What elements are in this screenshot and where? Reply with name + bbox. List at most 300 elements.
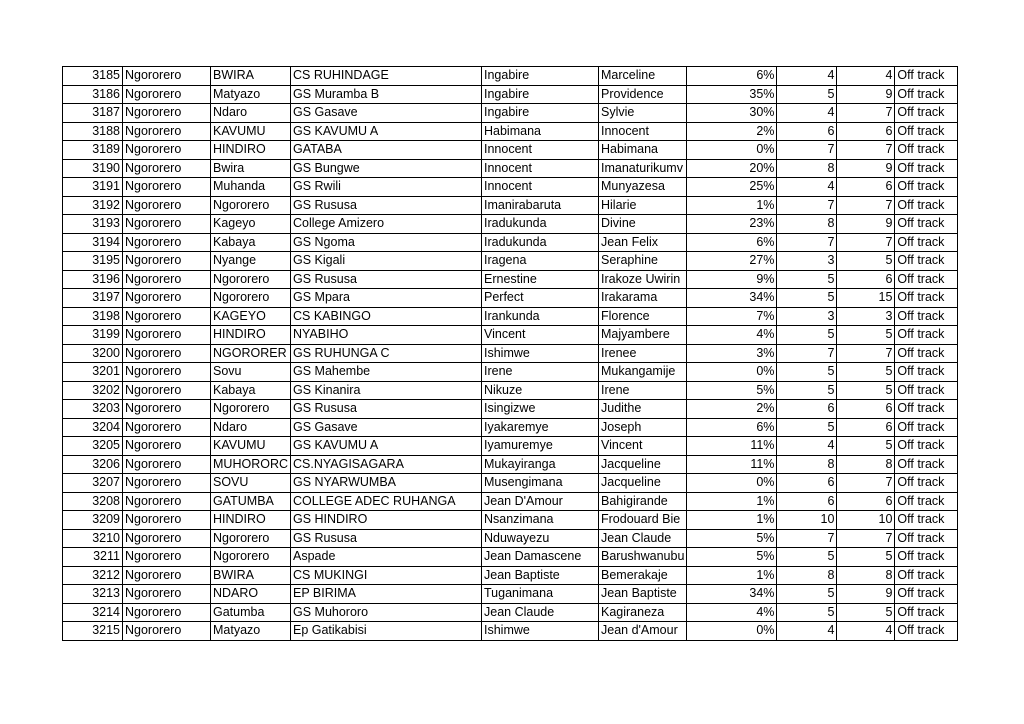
cell-percent: 35% — [687, 85, 777, 104]
table-row — [63, 270, 958, 289]
cell-value-a: 4 — [777, 622, 837, 641]
cell-last-name: Ishimwe — [482, 622, 599, 641]
cell-sector: Ngororero — [211, 529, 291, 548]
cell-last-name: Mukayiranga — [482, 455, 599, 474]
cell-first-name: Jean d'Amour — [599, 622, 687, 641]
cell-value-b: 15 — [837, 289, 895, 308]
cell-id: 3188 — [63, 122, 123, 141]
cell-percent: 20% — [687, 159, 777, 178]
cell-district: Ngororero — [123, 67, 211, 86]
cell-status: Off track — [895, 178, 958, 197]
cell-school: CS.NYAGISAGARA — [291, 455, 482, 474]
table-row — [63, 326, 958, 345]
cell-id: 3195 — [63, 252, 123, 271]
cell-school: GS Mahembe — [291, 363, 482, 382]
cell-last-name: Ingabire — [482, 67, 599, 86]
cell-district: Ngororero — [123, 548, 211, 567]
cell-school: CS KABINGO — [291, 307, 482, 326]
cell-district: Ngororero — [123, 529, 211, 548]
table-row — [63, 196, 958, 215]
table-body — [63, 67, 958, 641]
cell-school: GS Bungwe — [291, 159, 482, 178]
cell-percent: 11% — [687, 437, 777, 456]
cell-status: Off track — [895, 585, 958, 604]
table-row — [63, 381, 958, 400]
cell-school: GS Muhororo — [291, 603, 482, 622]
cell-sector: BWIRA — [211, 566, 291, 585]
cell-value-a: 5 — [777, 418, 837, 437]
cell-sector: Ngororero — [211, 400, 291, 419]
cell-district: Ngororero — [123, 603, 211, 622]
cell-value-b: 6 — [837, 400, 895, 419]
cell-first-name: Sylvie — [599, 104, 687, 123]
table-row — [63, 437, 958, 456]
cell-school: GS KAVUMU A — [291, 437, 482, 456]
cell-percent: 34% — [687, 289, 777, 308]
cell-school: GS Gasave — [291, 104, 482, 123]
cell-status: Off track — [895, 289, 958, 308]
cell-value-a: 5 — [777, 270, 837, 289]
cell-percent: 27% — [687, 252, 777, 271]
cell-status: Off track — [895, 400, 958, 419]
cell-status: Off track — [895, 455, 958, 474]
table-row — [63, 215, 958, 234]
cell-status: Off track — [895, 67, 958, 86]
cell-school: NYABIHO — [291, 326, 482, 345]
cell-sector: HINDIRO — [211, 141, 291, 160]
cell-district: Ngororero — [123, 363, 211, 382]
table-row — [63, 492, 958, 511]
cell-first-name: Jean Felix — [599, 233, 687, 252]
cell-school: Ep Gatikabisi — [291, 622, 482, 641]
table-row — [63, 122, 958, 141]
cell-id: 3213 — [63, 585, 123, 604]
cell-id: 3189 — [63, 141, 123, 160]
cell-value-a: 6 — [777, 492, 837, 511]
cell-sector: Bwira — [211, 159, 291, 178]
cell-sector: GATUMBA — [211, 492, 291, 511]
cell-sector: Sovu — [211, 363, 291, 382]
cell-percent: 3% — [687, 344, 777, 363]
cell-id: 3198 — [63, 307, 123, 326]
table-row — [63, 511, 958, 530]
cell-percent: 0% — [687, 141, 777, 160]
cell-last-name: Innocent — [482, 178, 599, 197]
cell-value-b: 7 — [837, 344, 895, 363]
cell-status: Off track — [895, 122, 958, 141]
cell-school: GS NYARWUMBA — [291, 474, 482, 493]
cell-status: Off track — [895, 270, 958, 289]
cell-percent: 6% — [687, 233, 777, 252]
cell-sector: Matyazo — [211, 85, 291, 104]
cell-id: 3201 — [63, 363, 123, 382]
table-row — [63, 418, 958, 437]
cell-value-b: 9 — [837, 585, 895, 604]
cell-sector: Ngororero — [211, 548, 291, 567]
cell-id: 3210 — [63, 529, 123, 548]
cell-last-name: Tuganimana — [482, 585, 599, 604]
cell-district: Ngororero — [123, 437, 211, 456]
table-row — [63, 455, 958, 474]
cell-status: Off track — [895, 529, 958, 548]
cell-last-name: Iradukunda — [482, 215, 599, 234]
table-row — [63, 566, 958, 585]
cell-percent: 2% — [687, 122, 777, 141]
cell-status: Off track — [895, 381, 958, 400]
cell-school: Aspade — [291, 548, 482, 567]
cell-school: College Amizero — [291, 215, 482, 234]
cell-last-name: Nikuze — [482, 381, 599, 400]
cell-district: Ngororero — [123, 215, 211, 234]
cell-first-name: Habimana — [599, 141, 687, 160]
cell-value-a: 3 — [777, 252, 837, 271]
cell-percent: 34% — [687, 585, 777, 604]
cell-last-name: Irankunda — [482, 307, 599, 326]
cell-value-a: 7 — [777, 344, 837, 363]
cell-percent: 23% — [687, 215, 777, 234]
cell-value-b: 3 — [837, 307, 895, 326]
cell-percent: 11% — [687, 455, 777, 474]
cell-value-a: 7 — [777, 233, 837, 252]
cell-status: Off track — [895, 437, 958, 456]
cell-sector: HINDIRO — [211, 511, 291, 530]
cell-sector: HINDIRO — [211, 326, 291, 345]
cell-school: GS Kinanira — [291, 381, 482, 400]
cell-last-name: Iradukunda — [482, 233, 599, 252]
cell-district: Ngororero — [123, 511, 211, 530]
cell-first-name: Jacqueline — [599, 474, 687, 493]
cell-value-a: 8 — [777, 455, 837, 474]
cell-status: Off track — [895, 566, 958, 585]
cell-percent: 2% — [687, 400, 777, 419]
cell-district: Ngororero — [123, 307, 211, 326]
cell-first-name: Seraphine — [599, 252, 687, 271]
cell-district: Ngororero — [123, 455, 211, 474]
cell-school: CS MUKINGI — [291, 566, 482, 585]
cell-district: Ngororero — [123, 566, 211, 585]
cell-status: Off track — [895, 492, 958, 511]
cell-sector: NGORORER — [211, 344, 291, 363]
cell-status: Off track — [895, 215, 958, 234]
cell-percent: 5% — [687, 529, 777, 548]
cell-last-name: Innocent — [482, 141, 599, 160]
cell-last-name: Nduwayezu — [482, 529, 599, 548]
cell-value-a: 5 — [777, 326, 837, 345]
cell-school: CS RUHINDAGE — [291, 67, 482, 86]
cell-value-b: 7 — [837, 474, 895, 493]
cell-id: 3199 — [63, 326, 123, 345]
cell-status: Off track — [895, 418, 958, 437]
table-row — [63, 104, 958, 123]
cell-district: Ngororero — [123, 104, 211, 123]
cell-value-b: 10 — [837, 511, 895, 530]
cell-id: 3214 — [63, 603, 123, 622]
cell-last-name: Nsanzimana — [482, 511, 599, 530]
cell-value-b: 7 — [837, 104, 895, 123]
cell-value-b: 7 — [837, 196, 895, 215]
cell-district: Ngororero — [123, 622, 211, 641]
cell-sector: Ngororero — [211, 289, 291, 308]
cell-last-name: Isingizwe — [482, 400, 599, 419]
cell-value-b: 8 — [837, 455, 895, 474]
cell-first-name: Divine — [599, 215, 687, 234]
cell-school: GS Rususa — [291, 529, 482, 548]
cell-sector: MUHORORC — [211, 455, 291, 474]
cell-first-name: Majyambere — [599, 326, 687, 345]
cell-status: Off track — [895, 474, 958, 493]
cell-percent: 0% — [687, 363, 777, 382]
cell-value-b: 6 — [837, 122, 895, 141]
cell-first-name: Florence — [599, 307, 687, 326]
cell-status: Off track — [895, 344, 958, 363]
cell-district: Ngororero — [123, 585, 211, 604]
cell-last-name: Iyakaremye — [482, 418, 599, 437]
cell-sector: Matyazo — [211, 622, 291, 641]
cell-percent: 5% — [687, 381, 777, 400]
cell-sector: Kabaya — [211, 233, 291, 252]
cell-last-name: Iragena — [482, 252, 599, 271]
cell-last-name: Ishimwe — [482, 344, 599, 363]
cell-last-name: Jean Baptiste — [482, 566, 599, 585]
cell-district: Ngororero — [123, 474, 211, 493]
cell-value-b: 5 — [837, 326, 895, 345]
cell-value-b: 8 — [837, 566, 895, 585]
cell-first-name: Frodouard Bie — [599, 511, 687, 530]
cell-id: 3202 — [63, 381, 123, 400]
cell-percent: 0% — [687, 474, 777, 493]
cell-percent: 1% — [687, 511, 777, 530]
cell-district: Ngororero — [123, 270, 211, 289]
cell-value-a: 4 — [777, 437, 837, 456]
cell-school: GATABA — [291, 141, 482, 160]
cell-value-a: 7 — [777, 529, 837, 548]
cell-last-name: Imanirabaruta — [482, 196, 599, 215]
cell-last-name: Perfect — [482, 289, 599, 308]
cell-id: 3190 — [63, 159, 123, 178]
cell-first-name: Marceline — [599, 67, 687, 86]
cell-id: 3192 — [63, 196, 123, 215]
cell-district: Ngororero — [123, 196, 211, 215]
cell-value-a: 3 — [777, 307, 837, 326]
cell-percent: 1% — [687, 492, 777, 511]
cell-school: GS Rususa — [291, 196, 482, 215]
cell-id: 3212 — [63, 566, 123, 585]
cell-sector: Kabaya — [211, 381, 291, 400]
cell-status: Off track — [895, 548, 958, 567]
cell-first-name: Hilarie — [599, 196, 687, 215]
cell-sector: KAVUMU — [211, 437, 291, 456]
cell-first-name: Mukangamije — [599, 363, 687, 382]
cell-status: Off track — [895, 307, 958, 326]
cell-value-a: 5 — [777, 289, 837, 308]
cell-value-a: 6 — [777, 122, 837, 141]
cell-value-a: 5 — [777, 85, 837, 104]
cell-last-name: Irene — [482, 363, 599, 382]
cell-school: GS Ngoma — [291, 233, 482, 252]
cell-percent: 25% — [687, 178, 777, 197]
cell-status: Off track — [895, 159, 958, 178]
cell-percent: 1% — [687, 566, 777, 585]
cell-value-b: 9 — [837, 159, 895, 178]
cell-district: Ngororero — [123, 492, 211, 511]
cell-value-a: 6 — [777, 474, 837, 493]
table-row — [63, 344, 958, 363]
cell-value-b: 9 — [837, 215, 895, 234]
table-row — [63, 178, 958, 197]
cell-first-name: Kagiraneza — [599, 603, 687, 622]
cell-district: Ngororero — [123, 326, 211, 345]
cell-last-name: Innocent — [482, 159, 599, 178]
cell-school: GS Muramba B — [291, 85, 482, 104]
cell-first-name: Joseph — [599, 418, 687, 437]
cell-value-b: 6 — [837, 418, 895, 437]
cell-id: 3203 — [63, 400, 123, 419]
cell-school: GS Gasave — [291, 418, 482, 437]
cell-value-a: 4 — [777, 178, 837, 197]
cell-school: COLLEGE ADEC RUHANGA — [291, 492, 482, 511]
cell-value-b: 5 — [837, 603, 895, 622]
cell-district: Ngororero — [123, 122, 211, 141]
cell-last-name: Iyamuremye — [482, 437, 599, 456]
cell-last-name: Musengimana — [482, 474, 599, 493]
cell-value-a: 5 — [777, 363, 837, 382]
table-row — [63, 85, 958, 104]
cell-value-b: 9 — [837, 85, 895, 104]
cell-value-a: 6 — [777, 400, 837, 419]
cell-value-a: 5 — [777, 603, 837, 622]
cell-id: 3185 — [63, 67, 123, 86]
cell-value-a: 7 — [777, 141, 837, 160]
cell-school: GS Rususa — [291, 400, 482, 419]
cell-status: Off track — [895, 326, 958, 345]
cell-sector: Ndaro — [211, 418, 291, 437]
cell-percent: 4% — [687, 326, 777, 345]
cell-first-name: Innocent — [599, 122, 687, 141]
cell-sector: Muhanda — [211, 178, 291, 197]
cell-percent: 0% — [687, 622, 777, 641]
cell-school: GS Rwili — [291, 178, 482, 197]
cell-status: Off track — [895, 85, 958, 104]
cell-first-name: Jean Claude — [599, 529, 687, 548]
cell-status: Off track — [895, 622, 958, 641]
cell-district: Ngororero — [123, 400, 211, 419]
cell-last-name: Habimana — [482, 122, 599, 141]
cell-first-name: Judithe — [599, 400, 687, 419]
cell-value-a: 5 — [777, 585, 837, 604]
cell-sector: Ndaro — [211, 104, 291, 123]
cell-id: 3208 — [63, 492, 123, 511]
table-row — [63, 363, 958, 382]
cell-school: GS Kigali — [291, 252, 482, 271]
cell-id: 3206 — [63, 455, 123, 474]
cell-first-name: Irakarama — [599, 289, 687, 308]
cell-last-name: Jean Claude — [482, 603, 599, 622]
cell-value-b: 5 — [837, 437, 895, 456]
table-row — [63, 603, 958, 622]
cell-value-b: 5 — [837, 381, 895, 400]
cell-value-b: 6 — [837, 270, 895, 289]
cell-first-name: Munyazesa — [599, 178, 687, 197]
cell-last-name: Ingabire — [482, 85, 599, 104]
cell-percent: 6% — [687, 418, 777, 437]
cell-school: GS Mpara — [291, 289, 482, 308]
cell-sector: NDARO — [211, 585, 291, 604]
cell-value-b: 6 — [837, 178, 895, 197]
cell-value-b: 7 — [837, 529, 895, 548]
cell-first-name: Providence — [599, 85, 687, 104]
cell-school: GS RUHUNGA C — [291, 344, 482, 363]
cell-value-a: 8 — [777, 566, 837, 585]
cell-id: 3193 — [63, 215, 123, 234]
table-row — [63, 159, 958, 178]
cell-value-b: 4 — [837, 67, 895, 86]
cell-value-a: 4 — [777, 104, 837, 123]
cell-district: Ngororero — [123, 85, 211, 104]
table-row — [63, 585, 958, 604]
cell-value-a: 4 — [777, 67, 837, 86]
cell-status: Off track — [895, 196, 958, 215]
cell-first-name: Irenee — [599, 344, 687, 363]
cell-value-a: 7 — [777, 196, 837, 215]
cell-id: 3187 — [63, 104, 123, 123]
table-row — [63, 252, 958, 271]
cell-sector: Nyange — [211, 252, 291, 271]
cell-sector: SOVU — [211, 474, 291, 493]
cell-district: Ngororero — [123, 344, 211, 363]
table-row — [63, 622, 958, 641]
cell-value-a: 8 — [777, 215, 837, 234]
cell-percent: 4% — [687, 603, 777, 622]
cell-value-b: 4 — [837, 622, 895, 641]
cell-sector: Gatumba — [211, 603, 291, 622]
cell-percent: 9% — [687, 270, 777, 289]
cell-percent: 6% — [687, 67, 777, 86]
table-row — [63, 307, 958, 326]
cell-district: Ngororero — [123, 159, 211, 178]
cell-sector: KAGEYO — [211, 307, 291, 326]
cell-district: Ngororero — [123, 233, 211, 252]
table-row — [63, 141, 958, 160]
cell-status: Off track — [895, 511, 958, 530]
cell-sector: Ngororero — [211, 196, 291, 215]
cell-first-name: Vincent — [599, 437, 687, 456]
cell-last-name: Ingabire — [482, 104, 599, 123]
cell-id: 3200 — [63, 344, 123, 363]
cell-sector: BWIRA — [211, 67, 291, 86]
cell-id: 3209 — [63, 511, 123, 530]
cell-last-name: Vincent — [482, 326, 599, 345]
cell-last-name: Jean D'Amour — [482, 492, 599, 511]
table-row — [63, 400, 958, 419]
cell-district: Ngororero — [123, 418, 211, 437]
cell-status: Off track — [895, 252, 958, 271]
cell-school: GS KAVUMU A — [291, 122, 482, 141]
cell-id: 3191 — [63, 178, 123, 197]
cell-value-b: 5 — [837, 252, 895, 271]
table-row — [63, 529, 958, 548]
cell-value-b: 5 — [837, 363, 895, 382]
cell-school: GS Rususa — [291, 270, 482, 289]
cell-status: Off track — [895, 104, 958, 123]
cell-first-name: Irene — [599, 381, 687, 400]
cell-district: Ngororero — [123, 289, 211, 308]
cell-value-b: 7 — [837, 141, 895, 160]
cell-value-a: 5 — [777, 548, 837, 567]
cell-id: 3194 — [63, 233, 123, 252]
cell-sector: Ngororero — [211, 270, 291, 289]
cell-id: 3197 — [63, 289, 123, 308]
cell-district: Ngororero — [123, 141, 211, 160]
